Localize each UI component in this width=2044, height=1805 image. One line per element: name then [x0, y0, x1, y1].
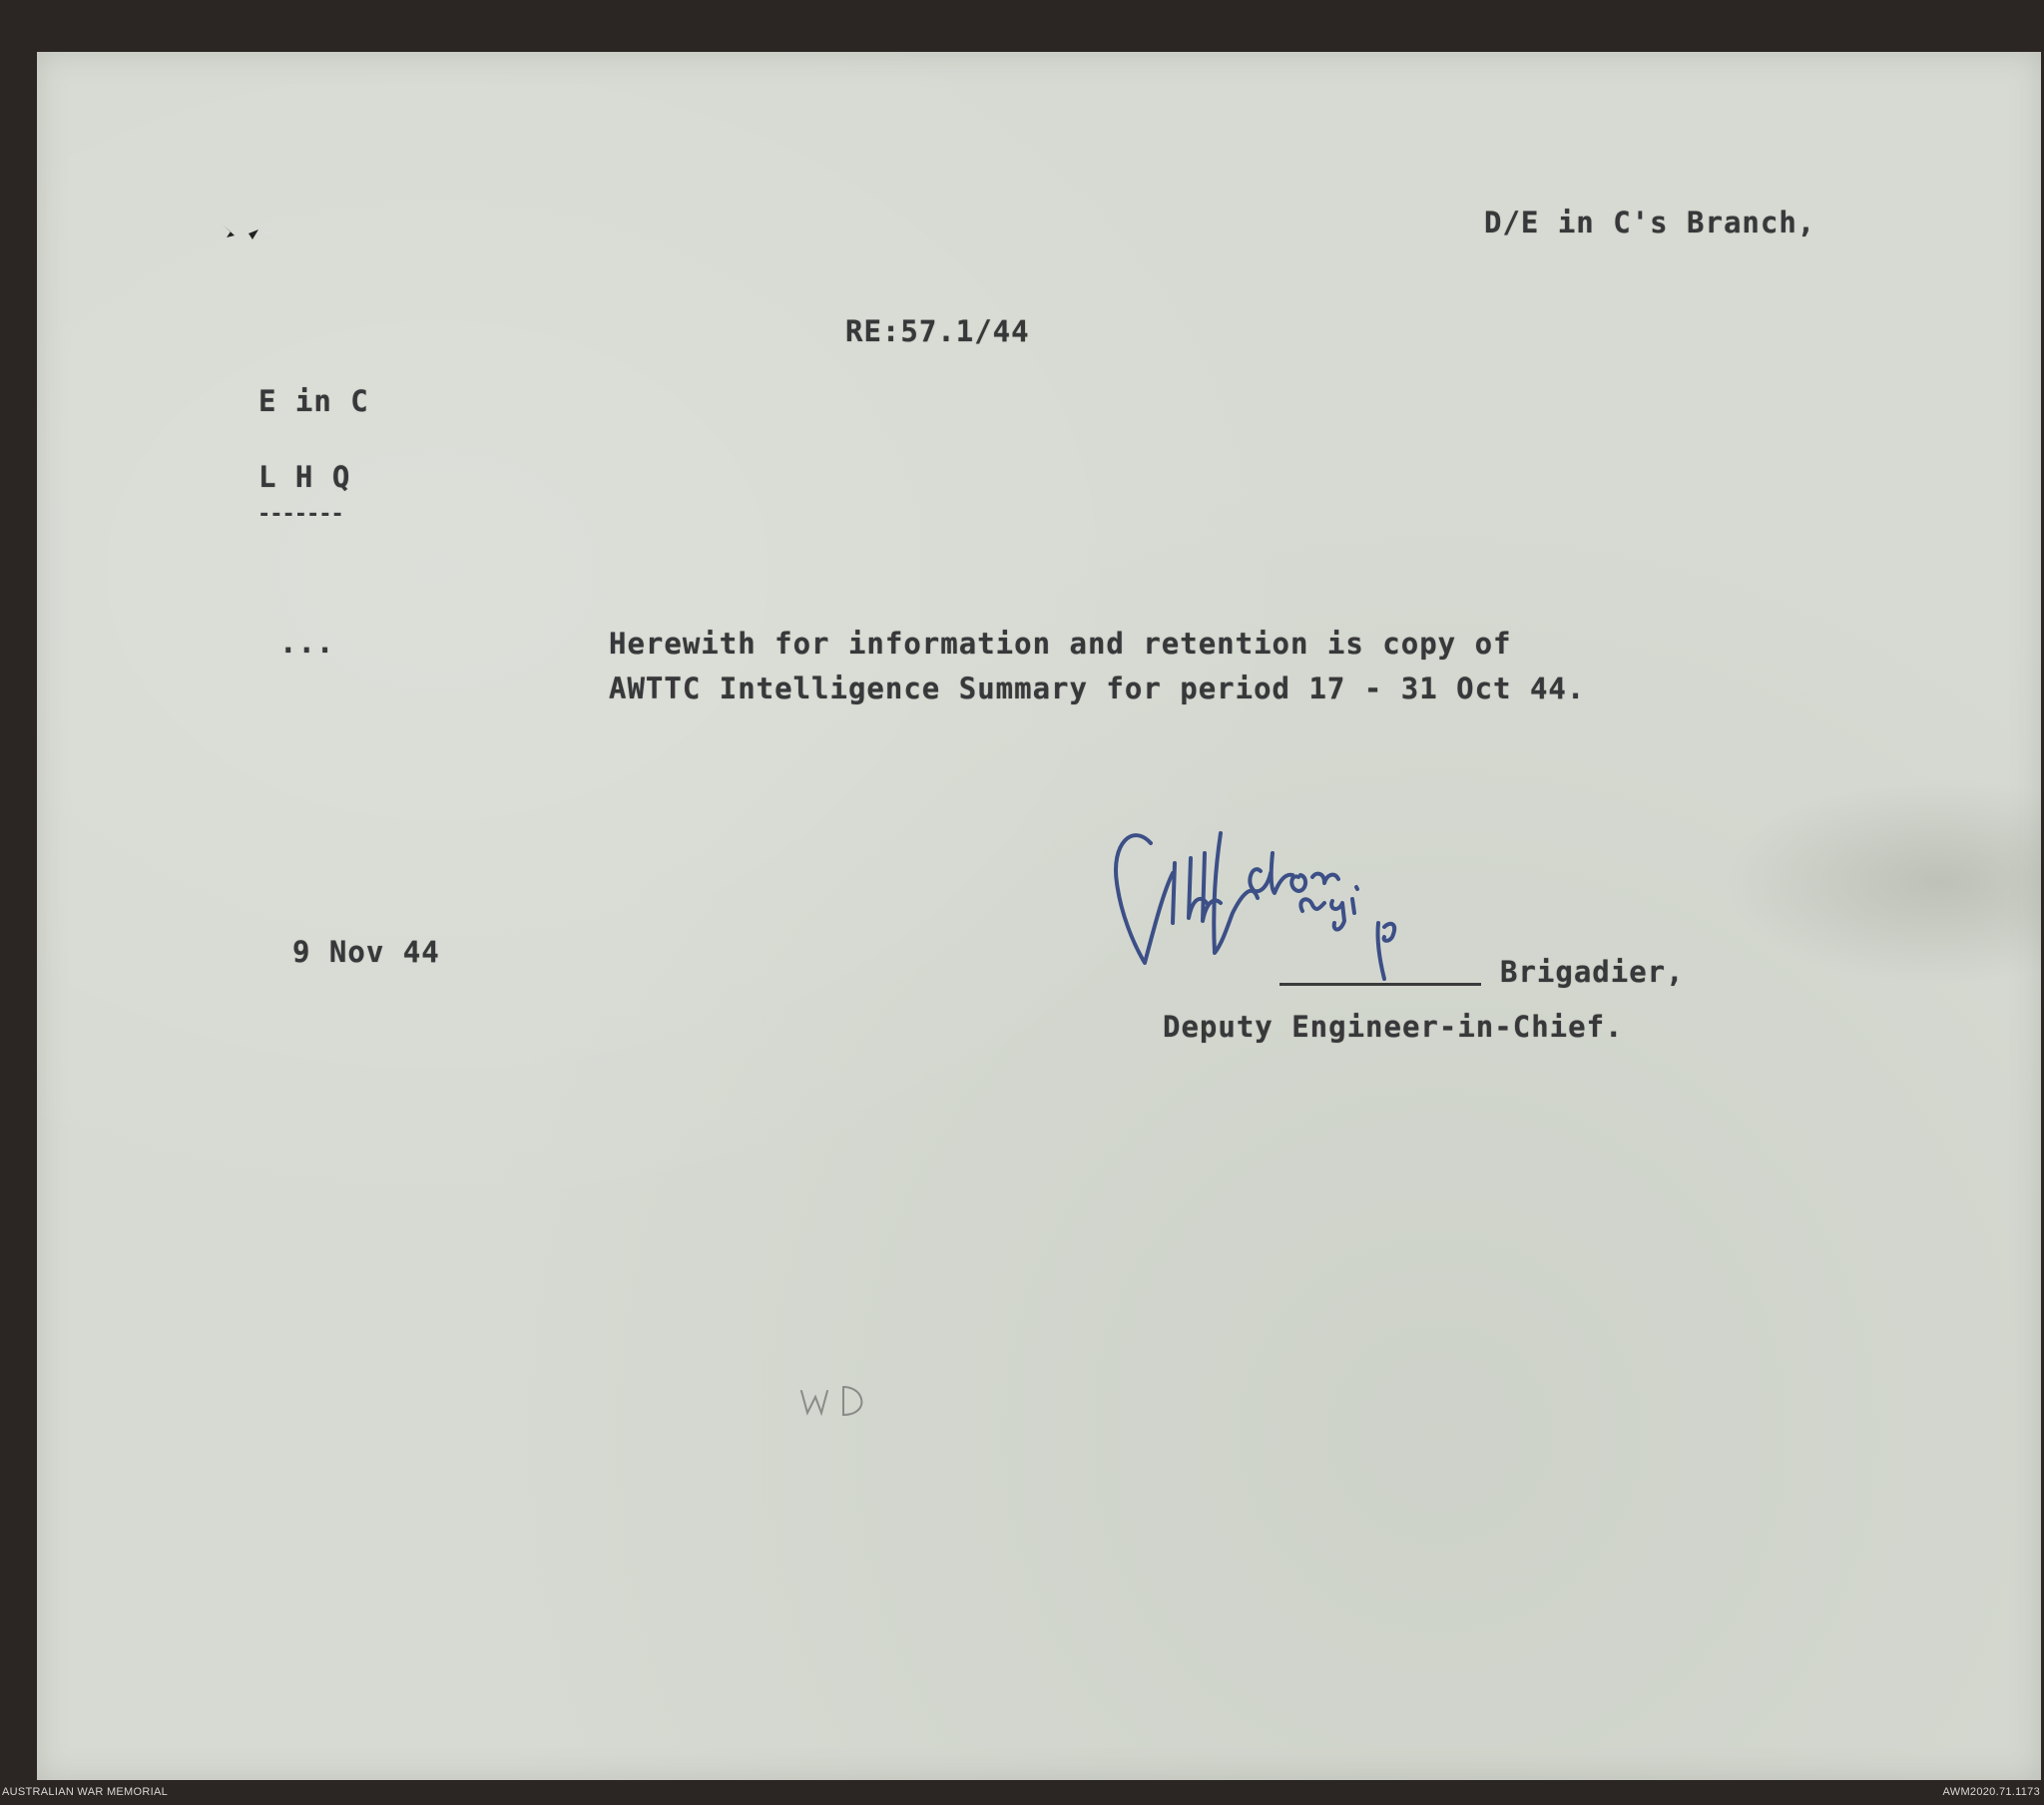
handwritten-signature	[1103, 803, 1482, 998]
paragraph-marker: ...	[279, 626, 335, 660]
signatory-title: Deputy Engineer-in-Chief.	[1163, 1010, 1624, 1044]
footer-accession-number: AWM2020.71.1173	[1942, 1786, 2040, 1798]
signatory-rank: Brigadier,	[1500, 955, 1685, 989]
footer-institution: AUSTRALIAN WAR MEMORIAL	[2, 1786, 169, 1798]
branch-heading: D/E in C's Branch,	[1484, 206, 1816, 239]
addressee-line-2: L H Q	[258, 460, 351, 494]
body-line-2: AWTTC Intelligence Summary for period 17 - 31 Oct 44.	[609, 672, 1586, 705]
reference-number: RE:57.1/44	[845, 314, 1030, 348]
body-line-1: Herewith for information and retention is copy of	[609, 627, 1512, 661]
pencil-annotation	[793, 1377, 873, 1427]
document-date: 9 Nov 44	[292, 935, 440, 969]
addressee-underline: -------	[257, 502, 343, 527]
document-page	[37, 52, 2041, 1780]
paper-mark	[213, 210, 312, 259]
addressee-line-1: E in C	[258, 384, 369, 418]
